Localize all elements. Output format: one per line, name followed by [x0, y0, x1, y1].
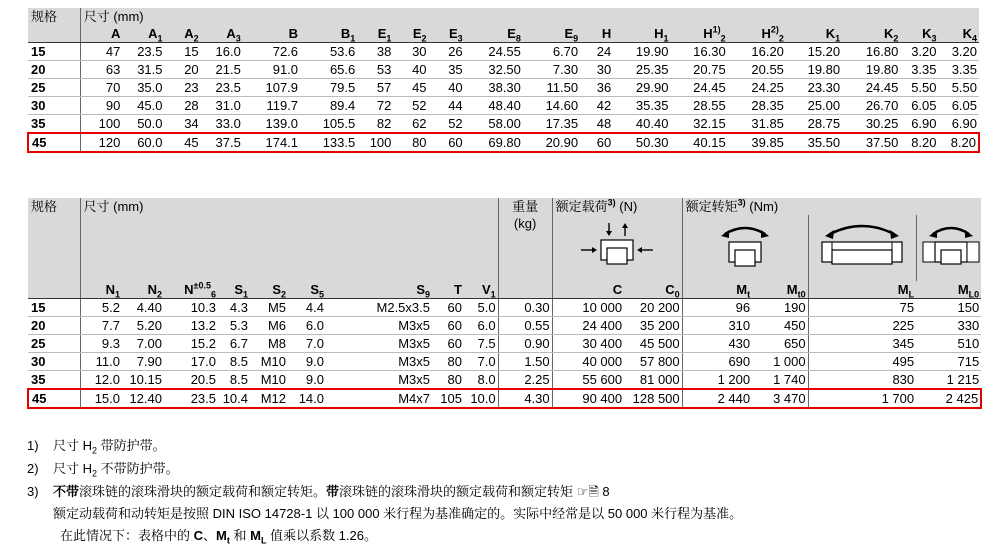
table-cell: 8.5	[218, 371, 250, 390]
table-cell: 7.30	[523, 61, 580, 79]
column-header: $S_2$	[250, 281, 288, 299]
table-cell: 60	[432, 299, 464, 317]
table-cell: M3x5	[326, 371, 432, 390]
header-spacer	[28, 25, 80, 43]
weight-unit: (kg)	[498, 215, 552, 281]
table-cell: 174.1	[243, 133, 300, 152]
table-cell: 24 400	[552, 317, 624, 335]
column-header: $E_3$	[429, 25, 465, 43]
weight-header: 重量	[498, 198, 552, 215]
table2-caption-row	[28, 198, 981, 215]
dimensions-header: 尺寸 (mm)	[80, 8, 979, 25]
table-cell: 150	[916, 299, 981, 317]
table-cell: M10	[250, 371, 288, 390]
table-cell: 4.3	[218, 299, 250, 317]
table-cell: 16.30	[670, 43, 727, 61]
table-cell: 89.4	[300, 97, 357, 115]
column-header: $N_1$	[80, 281, 122, 299]
table-row	[28, 371, 981, 390]
table-cell: 37.5	[201, 133, 243, 152]
table-cell: 32.50	[465, 61, 523, 79]
table-cell: 35.35	[613, 97, 670, 115]
column-header: $K_3$	[900, 25, 938, 43]
table-cell: 430	[682, 335, 752, 353]
table-cell: 23.5	[164, 389, 218, 408]
table-cell: 0.30	[498, 299, 552, 317]
table-cell: 510	[916, 335, 981, 353]
highlighted-table-row	[28, 389, 981, 408]
table-cell: 128 500	[624, 389, 682, 408]
table-cell: 26.70	[842, 97, 900, 115]
table-cell: 15.2	[164, 335, 218, 353]
spec-header: 规格	[28, 198, 80, 281]
table-cell: 20.5	[164, 371, 218, 390]
table-cell: 38.30	[465, 79, 523, 97]
dimensions-header: 尺寸 (mm)	[80, 198, 498, 281]
table-cell: 15.20	[786, 43, 842, 61]
column-header: $S_5$	[288, 281, 326, 299]
torque-ml0-diagram-icon	[916, 215, 981, 281]
column-header: $M_L$	[808, 281, 916, 299]
table-cell: M10	[250, 353, 288, 371]
table-cell: 5.50	[900, 79, 938, 97]
column-header: H	[580, 25, 613, 43]
table-cell: 79.5	[300, 79, 357, 97]
table-cell: 4.4	[288, 299, 326, 317]
table-cell: 0.90	[498, 335, 552, 353]
table-cell: 2 425	[916, 389, 981, 408]
table-cell: 7.5	[464, 335, 498, 353]
table-cell: 225	[808, 317, 916, 335]
table-cell: 8.20	[900, 133, 938, 152]
table-cell: 495	[808, 353, 916, 371]
table-cell: 48.40	[465, 97, 523, 115]
table-cell: 10 000	[552, 299, 624, 317]
table-cell: M2.5x3.5	[326, 299, 432, 317]
column-header: $A_3$	[201, 25, 243, 43]
table-cell: 100	[357, 133, 393, 152]
table-cell: 1 200	[682, 371, 752, 390]
table-cell: 16.0	[201, 43, 243, 61]
table-cell: 40.40	[613, 115, 670, 134]
table-cell: 9.0	[288, 353, 326, 371]
table-cell: 45	[165, 133, 201, 152]
column-header: $E_9$	[523, 25, 580, 43]
table-cell: 11.0	[80, 353, 122, 371]
table-cell: 53	[357, 61, 393, 79]
table-cell: 5.20	[122, 317, 164, 335]
table-cell: 96	[682, 299, 752, 317]
table-cell: 1.50	[498, 353, 552, 371]
table-cell: 10.15	[122, 371, 164, 390]
table-cell: 10.0	[464, 389, 498, 408]
table-cell: 16.20	[728, 43, 786, 61]
table-cell: 8.0	[464, 371, 498, 390]
table-cell: 119.7	[243, 97, 300, 115]
table-cell: 6.0	[288, 317, 326, 335]
table-cell: 30	[580, 61, 613, 79]
table-cell: 8.20	[939, 133, 979, 152]
table-cell: 35.50	[786, 133, 842, 152]
table-cell: 24.45	[842, 79, 900, 97]
table-cell: 45 500	[624, 335, 682, 353]
table-cell: 830	[808, 371, 916, 390]
table-cell: 32.15	[670, 115, 727, 134]
column-header: $A_1$	[122, 25, 164, 43]
table-cell: 19.80	[786, 61, 842, 79]
table-cell: 6.70	[523, 43, 580, 61]
size-cell: 25	[28, 79, 80, 97]
size-cell: 45	[28, 133, 80, 152]
table-row	[28, 335, 981, 353]
footnote-2: 2) 尺寸 $H_2$ 不带防护带。	[27, 461, 179, 479]
table-row	[28, 353, 981, 371]
table1-caption-row	[28, 8, 979, 25]
column-header: $E_1$	[357, 25, 393, 43]
column-header: T	[432, 281, 464, 299]
table-cell: 45	[393, 79, 428, 97]
table-cell: 690	[682, 353, 752, 371]
table-cell: 3.35	[900, 61, 938, 79]
table-cell: 139.0	[243, 115, 300, 134]
column-header: $M_{L0}$	[916, 281, 981, 299]
table-cell: 1 000	[752, 353, 808, 371]
table-cell: 30.25	[842, 115, 900, 134]
table-cell: 80	[393, 133, 428, 152]
size-cell: 25	[28, 335, 80, 353]
size-cell: 35	[28, 115, 80, 134]
column-header: $S_1$	[218, 281, 250, 299]
table-cell: 38	[357, 43, 393, 61]
table-cell: 3.20	[939, 43, 979, 61]
column-header: $C_0$	[624, 281, 682, 299]
table-cell: M5	[250, 299, 288, 317]
footnote-1: 1) 尺寸 $H_2$ 带防护带。	[27, 438, 166, 456]
table-cell: 715	[916, 353, 981, 371]
table-cell: 60	[580, 133, 613, 152]
column-header: $N^{\pm 0.5}_6$	[164, 281, 218, 299]
table-cell: 25.00	[786, 97, 842, 115]
table-cell: 40 000	[552, 353, 624, 371]
table-cell: 70	[80, 79, 122, 97]
header-spacer	[28, 281, 80, 299]
table-cell: 190	[752, 299, 808, 317]
table-cell: 91.0	[243, 61, 300, 79]
table-cell: 15.0	[80, 389, 122, 408]
table-cell: 80	[432, 353, 464, 371]
table-cell: 14.60	[523, 97, 580, 115]
table-row	[28, 317, 981, 335]
table-cell: 6.05	[900, 97, 938, 115]
table-cell: 25.35	[613, 61, 670, 79]
column-header: $B_1$	[300, 25, 357, 43]
table-cell: 5.3	[218, 317, 250, 335]
dimension-table-1	[27, 8, 980, 153]
column-header: $A_2$	[165, 25, 201, 43]
spec-header: 规格	[28, 8, 80, 25]
table-cell: 7.90	[122, 353, 164, 371]
table-cell: 28.55	[670, 97, 727, 115]
table-cell: 90	[80, 97, 122, 115]
table-cell: M3x5	[326, 335, 432, 353]
footnote-3: 3) 不带滚珠链的滚珠滑块的额定载荷和额定转矩。带滚珠链的滚珠滑块的额定载荷和额定转矩 ☞🗎 8	[27, 484, 610, 499]
table-cell: 60	[432, 335, 464, 353]
table-cell: 47	[80, 43, 122, 61]
table-cell: 2.25	[498, 371, 552, 390]
table-cell: 35.0	[122, 79, 164, 97]
table-cell: 5.2	[80, 299, 122, 317]
table-row	[28, 299, 981, 317]
footnote-3-line-2: 额定动载荷和动转矩是按照 DIN ISO 14728-1 以 100 000 米行程为基准确定的。实际中经常是以 50 000 米行程为基准。	[53, 506, 743, 521]
table-cell: 60	[429, 133, 465, 152]
table-cell: 100	[80, 115, 122, 134]
column-header: $K_2$	[842, 25, 900, 43]
table-cell: 60	[432, 317, 464, 335]
table-cell: 63	[80, 61, 122, 79]
table-cell: 23.5	[201, 79, 243, 97]
table-cell: 72.6	[243, 43, 300, 61]
table-row	[28, 43, 979, 61]
torque-ml-diagram-icon	[808, 215, 916, 281]
table2-column-headers	[28, 281, 981, 299]
table-cell: 7.0	[464, 353, 498, 371]
table-cell: 50.30	[613, 133, 670, 152]
load-diagram-icon	[552, 215, 682, 281]
table-cell: 107.9	[243, 79, 300, 97]
table-cell: 30 400	[552, 335, 624, 353]
table-cell: 40	[429, 79, 465, 97]
size-cell: 30	[28, 97, 80, 115]
table-cell: 6.7	[218, 335, 250, 353]
table-cell: 33.0	[201, 115, 243, 134]
size-cell: 20	[28, 317, 80, 335]
table-cell: 50.0	[122, 115, 164, 134]
table-cell: 14.0	[288, 389, 326, 408]
table-cell: 345	[808, 335, 916, 353]
table-cell: M3x5	[326, 317, 432, 335]
column-header: $H^{1)}_2$	[670, 25, 727, 43]
table-cell: 57 800	[624, 353, 682, 371]
dimension-table-2	[27, 198, 982, 409]
table-cell: M8	[250, 335, 288, 353]
table-cell: 23.30	[786, 79, 842, 97]
table-cell: 650	[752, 335, 808, 353]
table-cell: 72	[357, 97, 393, 115]
table-cell: 10.3	[164, 299, 218, 317]
table-cell: 75	[808, 299, 916, 317]
rated-torque-header: 额定转矩$^{3)}$ (Nm)	[682, 198, 981, 215]
column-header: $N_2$	[122, 281, 164, 299]
column-header: $E_2$	[393, 25, 428, 43]
table-row	[28, 79, 979, 97]
table-cell: 6.0	[464, 317, 498, 335]
table-cell: M3x5	[326, 353, 432, 371]
table-cell: 0.55	[498, 317, 552, 335]
table-cell: 55 600	[552, 371, 624, 390]
table-cell: 7.0	[288, 335, 326, 353]
table-cell: 5.0	[464, 299, 498, 317]
table-cell: 81 000	[624, 371, 682, 390]
table-cell: 21.5	[201, 61, 243, 79]
column-header: $V_1$	[464, 281, 498, 299]
table-cell: 105	[432, 389, 464, 408]
table-cell: 28	[165, 97, 201, 115]
table-cell: 23.5	[122, 43, 164, 61]
table-row	[28, 61, 979, 79]
table-cell: 42	[580, 97, 613, 115]
table-cell: 20 200	[624, 299, 682, 317]
column-header: $E_8$	[465, 25, 523, 43]
table-cell: 35 200	[624, 317, 682, 335]
column-header: $M_t$	[682, 281, 752, 299]
table-cell: 53.6	[300, 43, 357, 61]
table-cell: 1 740	[752, 371, 808, 390]
table-cell: 9.3	[80, 335, 122, 353]
table-cell: 3 470	[752, 389, 808, 408]
table-cell: 58.00	[465, 115, 523, 134]
table-cell: 13.2	[164, 317, 218, 335]
table-cell: 20.75	[670, 61, 727, 79]
column-header: B	[243, 25, 300, 43]
table-cell: 20.90	[523, 133, 580, 152]
table-cell: 90 400	[552, 389, 624, 408]
table-cell: 9.0	[288, 371, 326, 390]
table-cell: 3.20	[900, 43, 938, 61]
table-cell: 12.40	[122, 389, 164, 408]
table-row	[28, 115, 979, 134]
column-header: $K_4$	[939, 25, 979, 43]
size-cell: 15	[28, 299, 80, 317]
table-cell: 120	[80, 133, 122, 152]
table-cell: 44	[429, 97, 465, 115]
table-cell: 6.90	[900, 115, 938, 134]
highlighted-table-row	[28, 133, 979, 152]
size-cell: 20	[28, 61, 80, 79]
table-cell: 20.55	[728, 61, 786, 79]
table-cell: 28.35	[728, 97, 786, 115]
table-cell: 26	[429, 43, 465, 61]
table-cell: 36	[580, 79, 613, 97]
table-cell: 19.80	[842, 61, 900, 79]
table-cell: 310	[682, 317, 752, 335]
table-cell: 17.0	[164, 353, 218, 371]
table-cell: 330	[916, 317, 981, 335]
table-cell: 82	[357, 115, 393, 134]
table-cell: 3.35	[939, 61, 979, 79]
table-cell: 2 440	[682, 389, 752, 408]
table-cell: 11.50	[523, 79, 580, 97]
table-cell: 1 215	[916, 371, 981, 390]
table-cell: 105.5	[300, 115, 357, 134]
column-header: $K_1$	[786, 25, 842, 43]
table-cell: 10.4	[218, 389, 250, 408]
table-cell: M12	[250, 389, 288, 408]
table-cell: 39.85	[728, 133, 786, 152]
table-cell: 450	[752, 317, 808, 335]
table-cell: 23	[165, 79, 201, 97]
table-cell: 31.5	[122, 61, 164, 79]
table-cell: 31.85	[728, 115, 786, 134]
table-cell: 40.15	[670, 133, 727, 152]
table-cell: 1 700	[808, 389, 916, 408]
table-cell: 40	[393, 61, 428, 79]
table-cell: 12.0	[80, 371, 122, 390]
size-cell: 15	[28, 43, 80, 61]
table-cell: 29.90	[613, 79, 670, 97]
table-cell: 62	[393, 115, 428, 134]
table-cell: 34	[165, 115, 201, 134]
size-cell: 30	[28, 353, 80, 371]
table-cell: 8.5	[218, 353, 250, 371]
table-cell: 6.05	[939, 97, 979, 115]
size-cell: 45	[28, 389, 80, 408]
column-header	[498, 281, 552, 299]
table-cell: 7.00	[122, 335, 164, 353]
column-header: $S_9$	[326, 281, 432, 299]
column-header: A	[80, 25, 122, 43]
table-cell: 20	[165, 61, 201, 79]
table-cell: 24.55	[465, 43, 523, 61]
table-cell: 31.0	[201, 97, 243, 115]
table-cell: 60.0	[122, 133, 164, 152]
table-cell: 16.80	[842, 43, 900, 61]
page-reference-link[interactable]: ☞🗎 8	[576, 484, 610, 499]
table-cell: 24.45	[670, 79, 727, 97]
table-cell: 6.90	[939, 115, 979, 134]
table-cell: 52	[393, 97, 428, 115]
table-cell: 37.50	[842, 133, 900, 152]
table-cell: 5.50	[939, 79, 979, 97]
column-header: $H^{2)}_2$	[728, 25, 786, 43]
table-cell: 19.90	[613, 43, 670, 61]
footnote-3-line-3: 在此情况下：表格中的 C、$M_t$ 和 $M_L$ 值乘以系数 1.26。	[60, 528, 377, 546]
table-cell: 4.30	[498, 389, 552, 408]
table-cell: 24	[580, 43, 613, 61]
column-header: $M_{t0}$	[752, 281, 808, 299]
table-cell: 69.80	[465, 133, 523, 152]
table-cell: M6	[250, 317, 288, 335]
table-cell: 35	[429, 61, 465, 79]
table-cell: 45.0	[122, 97, 164, 115]
size-cell: 35	[28, 371, 80, 390]
table-cell: 30	[393, 43, 428, 61]
column-header: C	[552, 281, 624, 299]
rated-load-header: 额定载荷$^{3)}$ (N)	[552, 198, 682, 215]
table-cell: M4x7	[326, 389, 432, 408]
column-header: $H_1$	[613, 25, 670, 43]
table-cell: 57	[357, 79, 393, 97]
table-cell: 52	[429, 115, 465, 134]
table-cell: 28.75	[786, 115, 842, 134]
table-cell: 7.7	[80, 317, 122, 335]
table-cell: 17.35	[523, 115, 580, 134]
table-cell: 4.40	[122, 299, 164, 317]
table-cell: 24.25	[728, 79, 786, 97]
table-row	[28, 97, 979, 115]
table1-column-headers	[28, 25, 979, 43]
table-cell: 65.6	[300, 61, 357, 79]
torque-mt-diagram-icon	[682, 215, 808, 281]
table-cell: 80	[432, 371, 464, 390]
table-cell: 15	[165, 43, 201, 61]
table-cell: 133.5	[300, 133, 357, 152]
table-cell: 48	[580, 115, 613, 134]
